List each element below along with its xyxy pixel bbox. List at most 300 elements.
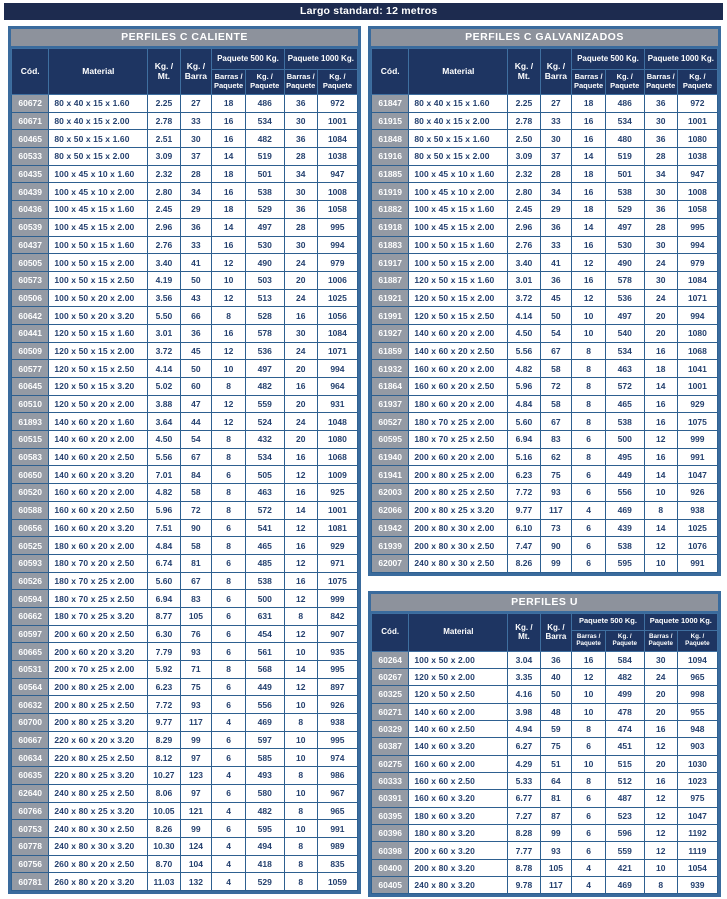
cell-barras-paquete-1000: 12 (284, 466, 317, 484)
cell-kg-barra: 75 (540, 738, 572, 755)
table-row (12, 837, 358, 855)
cell-cod: 60632 (12, 696, 49, 714)
cell-barras-paquete-500: 6 (212, 519, 246, 537)
cell-barras-paquete-500: 6 (212, 678, 246, 696)
cell-kg-paquete-1000: 1041 (677, 360, 717, 378)
top-bar-label: Largo standard: 12 metros (300, 5, 438, 17)
cell-kg-paquete-1000: 1071 (317, 342, 357, 360)
cell-barras-paquete-500: 12 (212, 342, 246, 360)
cell-kg-paquete-1000: 938 (677, 501, 717, 519)
cell-cod: 60539 (12, 218, 49, 236)
cell-kg-mt: 3.88 (148, 395, 180, 413)
cell-kg-paquete-1000: 999 (317, 590, 357, 608)
cell-kg-barra: 50 (180, 360, 212, 378)
cell-kg-paquete-500: 572 (605, 378, 644, 396)
header-barras-paquete-500: Barras / Paquete (212, 70, 246, 95)
cell-cod: 60577 (12, 360, 49, 378)
cell-kg-barra: 37 (540, 148, 572, 166)
cell-kg-paquete-1000: 994 (677, 307, 717, 325)
cell-kg-barra: 36 (180, 218, 212, 236)
cell-kg-paquete-1000: 994 (317, 236, 357, 254)
cell-kg-paquete-500: 503 (245, 271, 284, 289)
cell-barras-paquete-1000: 16 (644, 772, 677, 789)
table-row (12, 324, 358, 342)
cell-barras-paquete-1000: 30 (284, 236, 317, 254)
cell-kg-paquete-500: 519 (605, 148, 644, 166)
cell-kg-mt: 6.10 (508, 519, 540, 537)
cell-kg-barra: 58 (540, 360, 572, 378)
cell-kg-paquete-500: 534 (605, 112, 644, 130)
cell-kg-paquete-1000: 967 (317, 784, 357, 802)
cell-cod: 60634 (12, 749, 49, 767)
table-row (372, 720, 718, 737)
cell-barras-paquete-500: 6 (572, 537, 606, 555)
data-table (11, 48, 358, 891)
cell-kg-mt: 2.45 (508, 201, 540, 219)
cell-kg-paquete-1000: 965 (677, 668, 717, 685)
cell-kg-paquete-500: 578 (245, 324, 284, 342)
cell-material: 200 x 80 x 25 x 2.50 (49, 696, 148, 714)
cell-kg-mt: 2.96 (148, 218, 180, 236)
table-row (372, 395, 718, 413)
cell-kg-barra: 67 (180, 572, 212, 590)
cell-barras-paquete-1000: 12 (644, 807, 677, 824)
cell-kg-barra: 72 (180, 501, 212, 519)
table-row (12, 537, 358, 555)
cell-material: 240 x 80 x 30 x 2.50 (49, 820, 148, 838)
cell-kg-paquete-500: 497 (605, 307, 644, 325)
cell-kg-paquete-500: 559 (605, 842, 644, 859)
cell-material: 120 x 50 x 15 x 1.60 (49, 324, 148, 342)
cell-kg-paquete-500: 541 (245, 519, 284, 537)
cell-material: 180 x 60 x 3.20 (409, 807, 508, 824)
cell-kg-paquete-500: 490 (605, 254, 644, 272)
cell-kg-paquete-1000: 939 (677, 877, 717, 894)
table-row (372, 165, 718, 183)
cell-barras-paquete-1000: 24 (284, 254, 317, 272)
cell-barras-paquete-1000: 10 (284, 820, 317, 838)
cell-cod: 61864 (372, 378, 409, 396)
cell-kg-paquete-500: 512 (605, 772, 644, 789)
cell-barras-paquete-500: 16 (212, 183, 246, 201)
cell-kg-paquete-500: 463 (245, 484, 284, 502)
table-perfiles-c-galvanizados (368, 26, 721, 576)
table-row (372, 686, 718, 703)
cell-kg-paquete-1000: 998 (677, 686, 717, 703)
cell-cod: 60781 (12, 873, 49, 891)
cell-kg-mt: 10.27 (148, 767, 180, 785)
cell-material: 100 x 50 x 15 x 2.00 (49, 254, 148, 272)
cell-cod: 61917 (372, 254, 409, 272)
cell-kg-barra: 97 (180, 749, 212, 767)
cell-material: 160 x 60 x 20 x 2.00 (409, 360, 508, 378)
table-row (372, 859, 718, 876)
cell-kg-paquete-500: 596 (605, 825, 644, 842)
cell-kg-paquete-1000: 1056 (317, 307, 357, 325)
cell-barras-paquete-500: 8 (212, 378, 246, 396)
cell-kg-barra: 27 (180, 95, 212, 113)
cell-barras-paquete-1000: 12 (644, 537, 677, 555)
cell-kg-barra: 99 (540, 825, 572, 842)
cell-kg-mt: 9.78 (508, 877, 540, 894)
cell-barras-paquete-500: 8 (572, 772, 606, 789)
cell-kg-paquete-500: 530 (245, 236, 284, 254)
cell-kg-mt: 2.76 (508, 236, 540, 254)
cell-kg-mt: 4.14 (148, 360, 180, 378)
cell-kg-mt: 8.28 (508, 825, 540, 842)
table-row (12, 448, 358, 466)
header-barras-paquete-500: Barras / Paquete (572, 70, 606, 95)
cell-kg-barra: 40 (540, 668, 572, 685)
cell-kg-paquete-1000: 1080 (317, 431, 357, 449)
cell-material: 120 x 50 x 15 x 3.20 (49, 378, 148, 396)
table-row (12, 855, 358, 873)
cell-kg-paquete-1000: 999 (677, 431, 717, 449)
cell-barras-paquete-500: 18 (572, 95, 606, 113)
cell-kg-mt: 2.78 (148, 112, 180, 130)
cell-material: 200 x 80 x 3.20 (409, 859, 508, 876)
cell-material: 140 x 60 x 2.50 (409, 720, 508, 737)
cell-kg-mt: 2.80 (508, 183, 540, 201)
cell-barras-paquete-500: 4 (212, 767, 246, 785)
table-row (372, 378, 718, 396)
table-row (12, 112, 358, 130)
cell-barras-paquete-500: 16 (572, 183, 606, 201)
cell-kg-paquete-1000: 1001 (677, 378, 717, 396)
cell-cod: 61915 (372, 112, 409, 130)
cell-kg-barra: 97 (180, 784, 212, 802)
cell-barras-paquete-1000: 30 (284, 112, 317, 130)
cell-cod: 60396 (372, 825, 409, 842)
cell-kg-paquete-500: 529 (245, 201, 284, 219)
cell-kg-paquete-1000: 1054 (677, 859, 717, 876)
table-row (372, 148, 718, 166)
header-paquete-1000: Paquete 1000 Kg. (644, 613, 717, 630)
cell-barras-paquete-1000: 36 (284, 130, 317, 148)
table-row (372, 254, 718, 272)
table-row (372, 360, 718, 378)
cell-kg-mt: 8.77 (148, 607, 180, 625)
cell-barras-paquete-500: 6 (572, 825, 606, 842)
cell-kg-mt: 8.70 (148, 855, 180, 873)
cell-barras-paquete-1000: 20 (284, 395, 317, 413)
cell-kg-mt: 3.56 (148, 289, 180, 307)
cell-kg-barra: 90 (180, 519, 212, 537)
cell-kg-paquete-1000: 995 (317, 218, 357, 236)
cell-material: 240 x 80 x 25 x 2.50 (49, 784, 148, 802)
table-title: PERFILES C CALIENTE (11, 29, 358, 48)
cell-cod: 60753 (12, 820, 49, 838)
cell-kg-mt: 2.51 (148, 130, 180, 148)
cell-material: 140 x 60 x 20 x 2.50 (49, 448, 148, 466)
cell-material: 80 x 50 x 15 x 1.60 (49, 130, 148, 148)
cell-barras-paquete-500: 12 (212, 254, 246, 272)
cell-material: 200 x 80 x 25 x 3.20 (49, 714, 148, 732)
cell-cod: 60635 (12, 767, 49, 785)
cell-kg-mt: 7.72 (508, 484, 540, 502)
cell-kg-barra: 83 (180, 590, 212, 608)
cell-cod: 60333 (372, 772, 409, 789)
cell-cod: 60510 (12, 395, 49, 413)
cell-kg-paquete-500: 568 (245, 661, 284, 679)
cell-barras-paquete-1000: 28 (284, 218, 317, 236)
cell-barras-paquete-500: 18 (212, 95, 246, 113)
cell-barras-paquete-1000: 36 (644, 95, 677, 113)
cell-barras-paquete-1000: 10 (644, 554, 677, 572)
cell-kg-paquete-1000: 935 (317, 643, 357, 661)
cell-kg-paquete-1000: 947 (317, 165, 357, 183)
cell-barras-paquete-1000: 8 (284, 802, 317, 820)
cell-kg-paquete-500: 536 (245, 342, 284, 360)
cell-cod: 60595 (372, 431, 409, 449)
cell-material: 80 x 40 x 15 x 1.60 (409, 95, 508, 113)
cell-cod: 60665 (12, 643, 49, 661)
table-row (12, 731, 358, 749)
cell-kg-paquete-500: 497 (605, 218, 644, 236)
cell-kg-barra: 99 (180, 731, 212, 749)
cell-kg-barra: 67 (180, 448, 212, 466)
table-row (12, 607, 358, 625)
cell-kg-mt: 4.84 (148, 537, 180, 555)
table-title: PERFILES C GALVANIZADOS (371, 29, 718, 48)
table-row (12, 625, 358, 643)
cell-barras-paquete-1000: 30 (644, 651, 677, 668)
cell-kg-paquete-500: 580 (245, 784, 284, 802)
header-barras-paquete-1000: Barras / Paquete (644, 630, 677, 651)
cell-material: 180 x 60 x 20 x 2.00 (49, 537, 148, 555)
content (8, 26, 721, 897)
cell-kg-paquete-1000: 1075 (677, 413, 717, 431)
table-row (12, 289, 358, 307)
cell-kg-mt: 6.94 (508, 431, 540, 449)
cell-kg-paquete-500: 572 (245, 501, 284, 519)
cell-kg-barra: 93 (180, 643, 212, 661)
table-row (12, 201, 358, 219)
cell-kg-paquete-1000: 1084 (677, 271, 717, 289)
cell-kg-paquete-500: 519 (245, 148, 284, 166)
cell-kg-barra: 41 (180, 254, 212, 272)
table-row (372, 431, 718, 449)
header-paquete-1000: Paquete 1000 Kg. (644, 49, 717, 70)
cell-kg-barra: 36 (540, 218, 572, 236)
table-row (372, 307, 718, 325)
cell-cod: 61916 (372, 148, 409, 166)
header-row (372, 49, 718, 70)
cell-barras-paquete-500: 6 (572, 484, 606, 502)
cell-kg-paquete-1000: 975 (677, 790, 717, 807)
cell-cod: 61893 (12, 413, 49, 431)
cell-barras-paquete-1000: 10 (644, 859, 677, 876)
table-row (12, 519, 358, 537)
cell-barras-paquete-1000: 28 (644, 148, 677, 166)
cell-kg-mt: 3.04 (508, 651, 540, 668)
cell-cod: 60662 (12, 607, 49, 625)
cell-kg-mt: 10.05 (148, 802, 180, 820)
cell-cod: 60441 (12, 324, 49, 342)
cell-kg-barra: 99 (180, 820, 212, 838)
cell-kg-barra: 30 (540, 130, 572, 148)
cell-barras-paquete-1000: 20 (644, 324, 677, 342)
cell-kg-barra: 105 (180, 607, 212, 625)
cell-cod: 60398 (372, 842, 409, 859)
cell-barras-paquete-1000: 30 (644, 271, 677, 289)
table-row (12, 254, 358, 272)
cell-barras-paquete-500: 4 (212, 837, 246, 855)
cell-kg-mt: 7.72 (148, 696, 180, 714)
table-perfiles-u (368, 591, 721, 898)
table-row (372, 95, 718, 113)
cell-kg-barra: 54 (540, 324, 572, 342)
cell-barras-paquete-1000: 12 (644, 738, 677, 755)
cell-material: 180 x 60 x 20 x 2.00 (409, 395, 508, 413)
cell-barras-paquete-500: 6 (572, 554, 606, 572)
cell-barras-paquete-500: 6 (212, 749, 246, 767)
table-row (12, 307, 358, 325)
cell-barras-paquete-500: 14 (212, 148, 246, 166)
cell-kg-barra: 33 (180, 112, 212, 130)
cell-barras-paquete-500: 14 (572, 218, 606, 236)
cell-kg-barra: 33 (540, 236, 572, 254)
cell-barras-paquete-1000: 10 (644, 484, 677, 502)
cell-material: 120 x 50 x 15 x 2.00 (409, 289, 508, 307)
cell-cod: 60329 (372, 720, 409, 737)
cell-barras-paquete-500: 12 (212, 395, 246, 413)
cell-kg-paquete-1000: 842 (317, 607, 357, 625)
cell-kg-paquete-500: 585 (245, 749, 284, 767)
cell-kg-mt: 2.96 (508, 218, 540, 236)
cell-barras-paquete-500: 8 (572, 720, 606, 737)
cell-kg-paquete-500: 432 (245, 431, 284, 449)
cell-cod: 60597 (12, 625, 49, 643)
cell-cod: 60325 (372, 686, 409, 703)
cell-barras-paquete-1000: 24 (644, 254, 677, 272)
cell-barras-paquete-1000: 34 (644, 165, 677, 183)
cell-kg-mt: 3.72 (148, 342, 180, 360)
cell-kg-mt: 3.09 (148, 148, 180, 166)
cell-cod: 60656 (12, 519, 49, 537)
cell-cod: 61942 (372, 519, 409, 537)
cell-kg-paquete-500: 463 (605, 360, 644, 378)
cell-barras-paquete-500: 6 (212, 466, 246, 484)
table-row (372, 703, 718, 720)
cell-kg-paquete-500: 486 (605, 95, 644, 113)
cell-kg-paquete-1000: 995 (677, 218, 717, 236)
cell-cod: 61859 (372, 342, 409, 360)
cell-kg-mt: 4.50 (508, 324, 540, 342)
cell-kg-paquete-500: 538 (245, 183, 284, 201)
cell-kg-paquete-500: 528 (245, 307, 284, 325)
cell-material: 140 x 60 x 3.20 (409, 738, 508, 755)
cell-barras-paquete-1000: 10 (284, 643, 317, 661)
cell-kg-paquete-500: 595 (605, 554, 644, 572)
header-material: Material (409, 49, 508, 95)
cell-barras-paquete-500: 6 (572, 807, 606, 824)
cell-kg-paquete-1000: 991 (677, 554, 717, 572)
cell-kg-paquete-1000: 1058 (677, 201, 717, 219)
table-row (12, 218, 358, 236)
cell-material: 100 x 45 x 10 x 2.00 (409, 183, 508, 201)
cell-kg-mt: 8.29 (148, 731, 180, 749)
cell-kg-paquete-1000: 1025 (677, 519, 717, 537)
cell-barras-paquete-500: 6 (212, 696, 246, 714)
table-row (12, 95, 358, 113)
cell-barras-paquete-500: 6 (572, 519, 606, 537)
cell-material: 160 x 60 x 3.20 (409, 790, 508, 807)
cell-kg-mt: 6.23 (508, 466, 540, 484)
cell-kg-barra: 50 (180, 271, 212, 289)
cell-material: 200 x 80 x 25 x 3.20 (409, 501, 508, 519)
cell-material: 100 x 50 x 15 x 2.50 (49, 271, 148, 289)
cell-kg-barra: 71 (180, 661, 212, 679)
cell-material: 100 x 45 x 10 x 1.60 (409, 165, 508, 183)
cell-kg-paquete-500: 418 (245, 855, 284, 873)
cell-kg-paquete-1000: 964 (317, 378, 357, 396)
table-row (12, 678, 358, 696)
cell-material: 140 x 60 x 20 x 2.00 (409, 324, 508, 342)
cell-kg-paquete-500: 439 (605, 519, 644, 537)
cell-kg-paquete-1000: 994 (317, 360, 357, 378)
cell-cod: 62003 (372, 484, 409, 502)
cell-kg-paquete-500: 538 (605, 413, 644, 431)
cell-barras-paquete-1000: 16 (284, 307, 317, 325)
cell-barras-paquete-1000: 8 (284, 855, 317, 873)
cell-cod: 60505 (12, 254, 49, 272)
header-kg-paquete-1000: Kg. / Paquete (677, 630, 717, 651)
cell-kg-barra: 123 (180, 767, 212, 785)
cell-barras-paquete-1000: 12 (284, 625, 317, 643)
column-left (8, 26, 361, 894)
table-row (12, 873, 358, 891)
cell-material: 100 x 45 x 10 x 2.00 (49, 183, 148, 201)
table-row (372, 201, 718, 219)
cell-material: 140 x 60 x 20 x 1.60 (49, 413, 148, 431)
cell-kg-barra: 33 (180, 236, 212, 254)
table-row (12, 395, 358, 413)
cell-material: 200 x 60 x 20 x 2.00 (409, 448, 508, 466)
cell-material: 240 x 80 x 3.20 (409, 877, 508, 894)
cell-material: 100 x 45 x 10 x 1.60 (49, 165, 148, 183)
cell-kg-mt: 3.40 (508, 254, 540, 272)
cell-kg-mt: 3.01 (148, 324, 180, 342)
cell-cod: 60531 (12, 661, 49, 679)
cell-material: 160 x 60 x 2.50 (409, 772, 508, 789)
cell-kg-barra: 45 (540, 289, 572, 307)
cell-material: 120 x 50 x 15 x 2.00 (49, 342, 148, 360)
cell-kg-paquete-500: 469 (245, 714, 284, 732)
table-perfiles-c-caliente (8, 26, 361, 894)
cell-barras-paquete-500: 6 (572, 790, 606, 807)
cell-kg-barra: 43 (180, 289, 212, 307)
cell-cod: 60509 (12, 342, 49, 360)
cell-barras-paquete-1000: 16 (284, 537, 317, 555)
cell-cod: 60645 (12, 378, 49, 396)
cell-cod: 60264 (372, 651, 409, 668)
table-row (372, 877, 718, 894)
header-cod: Cód. (12, 49, 49, 95)
cell-kg-mt: 4.84 (508, 395, 540, 413)
column-right (368, 26, 721, 897)
cell-cod: 61941 (372, 466, 409, 484)
cell-kg-barra: 47 (180, 395, 212, 413)
cell-barras-paquete-500: 6 (212, 820, 246, 838)
cell-kg-paquete-500: 482 (245, 130, 284, 148)
cell-kg-mt: 6.74 (148, 554, 180, 572)
cell-kg-barra: 54 (180, 431, 212, 449)
cell-kg-paquete-1000: 995 (317, 731, 357, 749)
cell-barras-paquete-500: 6 (212, 731, 246, 749)
cell-kg-barra: 58 (180, 484, 212, 502)
cell-barras-paquete-1000: 20 (284, 360, 317, 378)
